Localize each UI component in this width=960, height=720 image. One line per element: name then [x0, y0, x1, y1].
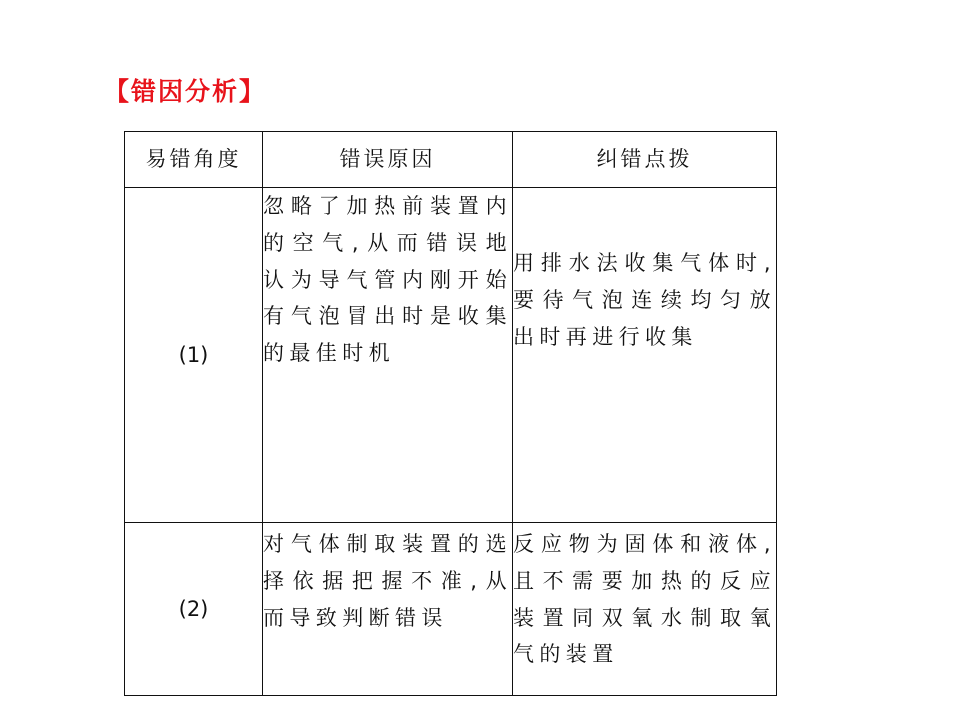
column-header-angle: 易错角度 [125, 132, 263, 188]
section-heading: 【错因分析】 [104, 77, 267, 106]
tip-cell: 用排水法收集气体时,要待气泡连续均匀放出时再进行收集 [513, 188, 777, 523]
angle-cell: (1) [125, 188, 263, 523]
reason-cell: 对气体制取装置的选择依据把握不准,从而导致判断错误 [263, 523, 513, 696]
angle-cell: (2) [125, 523, 263, 696]
column-header-reason: 错误原因 [263, 132, 513, 188]
table-row [125, 523, 777, 696]
reason-cell: 忽略了加热前装置内的空气,从而错误地认为导气管内刚开始有气泡冒出时是收集的最佳时机 [263, 188, 513, 523]
table-row [125, 188, 777, 523]
error-analysis-table [124, 131, 777, 696]
tip-cell: 反应物为固体和液体,且不需要加热的反应装置同双氧水制取氧气的装置 [513, 523, 777, 696]
table-header-row [125, 132, 777, 188]
column-header-tip: 纠错点拨 [513, 132, 777, 188]
